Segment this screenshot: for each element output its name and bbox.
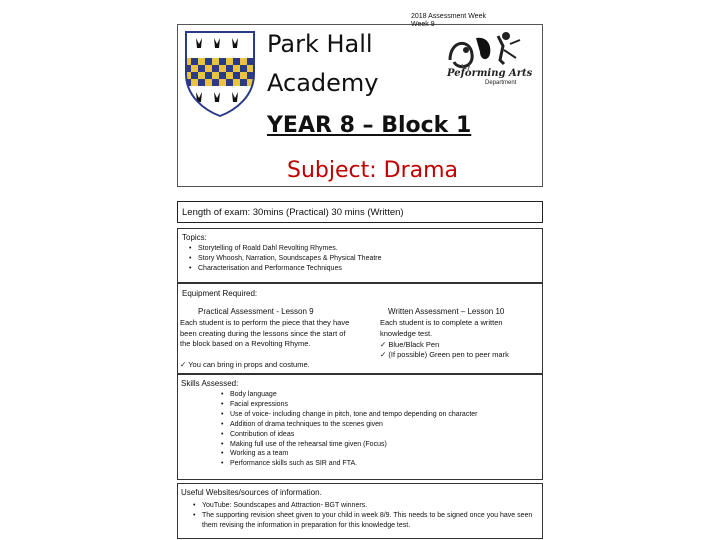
practical-check: ✓ You can bring in props and costume. [180,360,310,371]
equipment-title: Equipment Required: [182,289,258,298]
list-item: • The supporting revision sheet given to your child in week 8/9. This needs to be signed once you have seen them revising the information in preparation for this knowledge test. [202,511,542,531]
skills-title: Skills Assessed: [181,379,239,388]
topics-title: Topics: [182,233,207,242]
school-crest-icon [184,30,256,118]
written-text: Each student is to complete a written knowledge test. [380,318,503,338]
list-item: • Characterisation and Performance Techniques [198,264,382,274]
exam-length-text: Length of exam: 30mins (Practical) 30 mins (Written) [182,207,404,218]
list-item: • Storytelling of Roald Dahl Revolting Rhymes. [198,244,382,254]
topics-list [186,244,382,274]
written-check-1: ✓ Blue/Black Pen [380,340,439,351]
websites-title: Useful Websites/sources of information. [181,488,322,497]
equipment-panel [177,283,543,374]
week-label: Week 9 [411,21,435,28]
written-title: Written Assessment – Lesson 10 [388,307,505,316]
year-block-title: YEAR 8 – Block 1 [267,113,472,138]
list-item: • Addition of drama techniques to the scenes given [230,420,478,430]
practical-title: Practical Assessment - Lesson 9 [198,307,314,316]
dept-logo-subtext: Department [485,80,517,86]
list-item: • Making full use of the rehearsal time given (Focus) [230,440,478,450]
list-item: • Contribution of ideas [230,430,478,440]
list-item: • Facial expressions [230,400,478,410]
exam-length-panel [177,201,543,223]
written-check-2: ✓ (If possible) Green pen to peer mark [380,350,509,361]
websites-panel [177,483,543,539]
list-item: • YouTube: Soundscapes and Attraction- BGT winners. [202,501,542,511]
list-item: • Body language [230,390,478,400]
school-name-line2: Academy [267,69,379,97]
dept-logo-text: Peforming Arts [447,68,533,79]
school-name-line1: Park Hall [267,30,373,58]
practical-text: Each student is to perform the piece that they have been creating during the lessons since the start of the block based on a Revolting Rhyme. [180,318,350,348]
skills-list [218,390,478,469]
list-item: • Story Whoosh, Narration, Soundscapes & Physical Theatre [198,254,382,264]
subject-title: Subject: Drama [287,158,459,183]
topics-panel [177,228,543,283]
list-item: • Use of voice- including change in pitch, tone and tempo depending on character [230,410,478,420]
list-item: • Performance skills such as SIR and FTA. [230,459,478,469]
websites-list [190,501,542,531]
skills-panel [177,374,543,480]
list-item: • Working as a team [230,449,478,459]
assessment-week-label: 2018 Assessment Week [411,13,486,20]
